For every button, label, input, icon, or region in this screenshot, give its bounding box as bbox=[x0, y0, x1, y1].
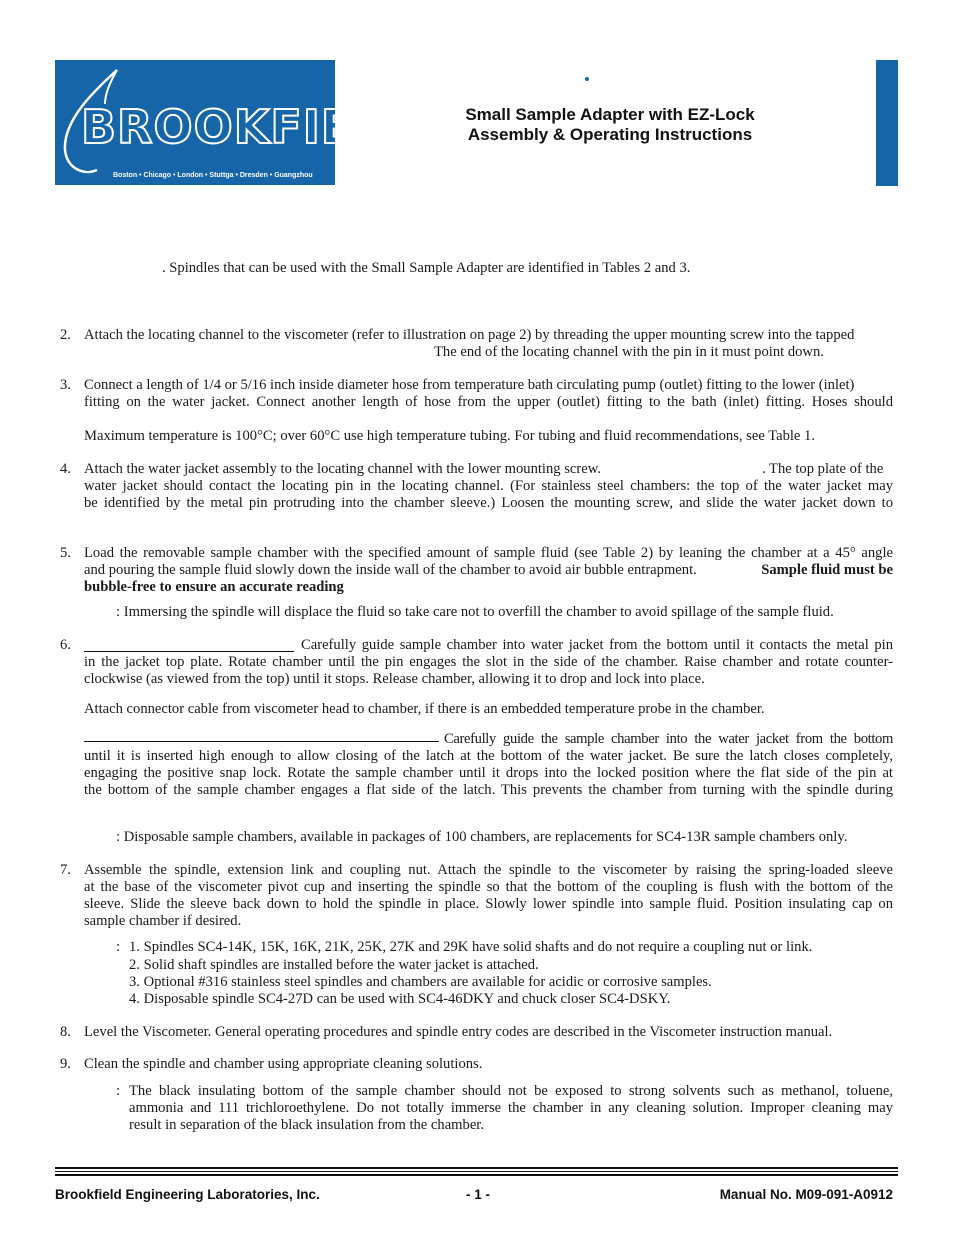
step-9-number: 9. bbox=[60, 1056, 71, 1072]
page-title bbox=[400, 105, 820, 145]
title-line-1: Small Sample Adapter with EZ-Lock bbox=[465, 105, 755, 124]
step-6-line-8: the bottom of the sample chamber engages a flat side of the latch. This prevents the chamber from turning with the spindle during bbox=[84, 782, 893, 798]
step-6-line-6: until it is inserted high enough to allow closing of the latch at the bottom of the water jacket. Be sure the latch closes completely, bbox=[84, 748, 893, 764]
footer-company: Brookfield Engineering Laboratories, Inc. bbox=[55, 1187, 320, 1202]
header-dot bbox=[585, 77, 589, 81]
step-5-line-1: Load the removable sample chamber with the specified amount of sample fluid (see Table 2) by leaning the chamber at a 45° angle bbox=[84, 545, 893, 561]
footer-rule-bottom bbox=[55, 1174, 898, 1176]
step-4-number: 4. bbox=[60, 461, 71, 477]
logo-cities: Boston • Chicago • London • Stuttga • Dresden • Guangzhou bbox=[113, 172, 313, 179]
header-accent-bar bbox=[876, 60, 898, 186]
step-7-note-2: 2. Solid shaft spindles are installed before the water jacket is attached. bbox=[129, 957, 539, 973]
step-9-note-3: result in separation of the black insulation from the chamber. bbox=[129, 1117, 485, 1133]
step-7-note-4: 4. Disposable spindle SC4-27D can be used with SC4-46DKY and chuck closer SC4-DSKY. bbox=[129, 991, 671, 1007]
step-7-note-3: 3. Optional #316 stainless steel spindles and chambers are available for acidic or corrosive samples. bbox=[129, 974, 712, 990]
step-7-note-1: 1. Spindles SC4-14K, 15K, 16K, 21K, 25K, 27K and 29K have solid shafts and do not require a coupling nut or link. bbox=[129, 939, 813, 955]
step-3-line-1: Connect a length of 1/4 or 5/16 inch inside diameter hose from temperature bath circulating pump (outlet) fitting to the lower (inlet) bbox=[84, 377, 855, 393]
footer-rule-middle bbox=[55, 1171, 898, 1172]
step-5-number: 5. bbox=[60, 545, 71, 561]
step-6-line-4: Attach connector cable from viscometer head to chamber, if there is an embedded temperature probe in the chamber. bbox=[84, 701, 765, 717]
step-7-note-colon: : bbox=[116, 939, 121, 955]
step-6-line-5: Carefully guide the sample chamber into the water jacket from the bottom bbox=[444, 731, 893, 747]
step-5-line-2a: and pouring the sample fluid slowly down the inside wall of the chamber to avoid air bubble entrapment. bbox=[84, 562, 697, 578]
step-4-line-1b: . The top plate of the bbox=[762, 461, 884, 477]
step-6-underline-2 bbox=[84, 741, 439, 742]
step-7-line-2: at the base of the viscometer pivot cup and inserting the spindle so that the bottom of the coupling is flush with the bottom of the bbox=[84, 879, 893, 895]
step-9-note-2: ammonia and 111 trichloroethylene. Do not totally immerse the chamber in any cleaning solution. Improper cleaning may bbox=[129, 1100, 893, 1116]
footer-page-number: - 1 - bbox=[465, 1187, 490, 1202]
step-4-line-2: water jacket should contact the locating pin in the locating channel. (For stainless steel chambers: the top of the water jacket may bbox=[84, 478, 893, 494]
title-line-2: Assembly & Operating Instructions bbox=[467, 125, 753, 144]
step-9-note-colon: : bbox=[116, 1083, 121, 1099]
step-5-line-2 bbox=[84, 562, 893, 579]
step-6-line-1: Carefully guide sample chamber into water jacket from the bottom until it contacts the metal pin bbox=[301, 637, 893, 653]
footer-rule-top bbox=[55, 1167, 898, 1169]
step-6-underline-1 bbox=[84, 651, 294, 652]
step-6-number: 6. bbox=[60, 637, 71, 653]
step-2-line-1: Attach the locating channel to the viscometer (refer to illustration on page 2) by threading the upper mounting screw into the tapped bbox=[84, 327, 855, 343]
step-5-note: : Immersing the spindle will displace the fluid so take care not to overfill the chamber to avoid spillage of the sample fluid. bbox=[116, 604, 834, 620]
step-4-line-3: be identified by the metal pin protruding into the chamber sleeve.) Loosen the mounting screw, and slide the water jacket down to bbox=[84, 495, 893, 511]
step-5-line-3: bubble-free to ensure an accurate reading bbox=[84, 579, 344, 595]
step-9-line-1: Clean the spindle and chamber using appropriate cleaning solutions. bbox=[84, 1056, 483, 1072]
step-7-number: 7. bbox=[60, 862, 71, 878]
step-4-line-1a: Attach the water jacket assembly to the locating channel with the lower mounting screw. bbox=[84, 461, 601, 477]
brookfield-logo bbox=[55, 60, 423, 185]
step-6-note: : Disposable sample chambers, available in packages of 100 chambers, are replacements for SC4-13R sample chambers only. bbox=[116, 829, 848, 845]
step-3-line-2: fitting on the water jacket. Connect another length of hose from the upper (outlet) fitting to the bath (inlet) fitting. Hoses should bbox=[84, 394, 893, 410]
footer-manual-number: Manual No. M09-091-A0912 bbox=[719, 1187, 893, 1202]
step-8-line-1: Level the Viscometer. General operating procedures and spindle entry codes are described in the Viscometer instruction manual. bbox=[84, 1024, 833, 1040]
step-7-line-4: sample chamber if desired. bbox=[84, 913, 242, 929]
step-2-number: 2. bbox=[60, 327, 71, 343]
step-9-note-1: The black insulating bottom of the sample chamber should not be exposed to strong solvents such as methanol, toluene, bbox=[129, 1083, 893, 1099]
step-7-line-3: sleeve. Slide the sleeve back down to hold the spindle in place. Slowly lower spindle into sample fluid. Position insulating cap on bbox=[84, 896, 893, 912]
logo-wordmark: BROOKFIELD bbox=[81, 100, 423, 154]
step-2-line-2: The end of the locating channel with the pin in it must point down. bbox=[434, 344, 824, 360]
step-6-line-2: in the jacket top plate. Rotate chamber until the pin engages the slot in the side of the chamber. Raise chamber and rotate counter- bbox=[84, 654, 893, 670]
step-3-line-3: Maximum temperature is 100°C; over 60°C use high temperature tubing. For tubing and fluid recommendations, see Table 1. bbox=[84, 428, 815, 444]
step-3-number: 3. bbox=[60, 377, 71, 393]
step-6-line-3: clockwise (as viewed from the top) until it stops. Release chamber, allowing it to drop and lock into place. bbox=[84, 671, 705, 687]
step-5-line-2b: Sample fluid must be bbox=[761, 562, 893, 578]
step-8-number: 8. bbox=[60, 1024, 71, 1040]
step-6-line-7: engaging the positive snap lock. Rotate the sample chamber until it drops into the locked position where the flat side of the pin at bbox=[84, 765, 893, 781]
step-7-line-1: Assemble the spindle, extension link and coupling nut. Attach the spindle to the viscometer by raising the spring-loaded sleeve bbox=[84, 862, 893, 878]
intro-text: . Spindles that can be used with the Small Sample Adapter are identified in Tables 2 and 3. bbox=[162, 260, 691, 276]
